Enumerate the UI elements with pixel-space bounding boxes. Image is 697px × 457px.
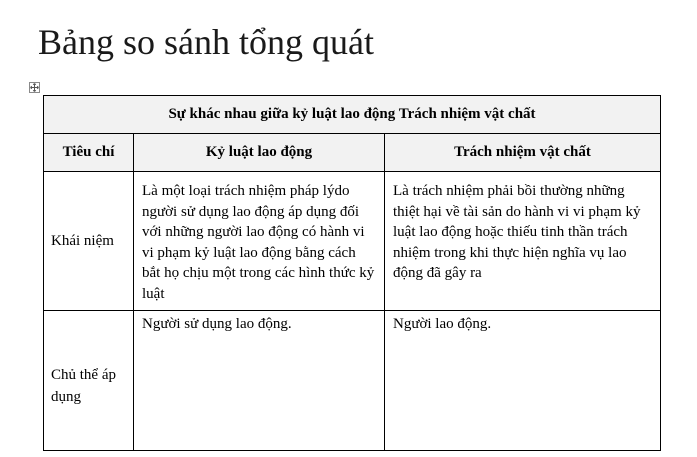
table-caption-row — [44, 96, 661, 134]
header-material-liability[interactable]: Trách nhiệm vật chất — [385, 134, 661, 172]
table-row — [44, 172, 661, 311]
table-row — [44, 311, 661, 451]
table-caption[interactable]: Sự khác nhau giữa kỷ luật lao động Trách nhiệm vật chất — [44, 96, 661, 134]
document-title: Bảng so sánh tổng quát — [38, 22, 374, 62]
cell-labor-discipline-concept[interactable]: Là một loại trách nhiệm pháp lýdo người sử dụng lao động áp dụng đối với những người lao động có hành vi vi phạm kỷ luật lao động bằng cách bắt họ chịu một trong các hình thức kỷ luật — [134, 172, 385, 311]
table-header-row — [44, 134, 661, 172]
cell-material-liability-concept[interactable]: Là trách nhiệm phải bồi thường những thiệt hại về tài sản do hành vi vi phạm kỷ luật lao động hoặc thiếu tinh thần trách nhiệm trong khi thực hiện nghĩa vụ lao động đã gây ra — [385, 172, 661, 311]
header-labor-discipline[interactable]: Kỷ luật lao động — [134, 134, 385, 172]
cell-material-liability-applier[interactable]: Người lao động. — [385, 311, 661, 451]
row-criterion-concept[interactable]: Khái niệm — [44, 172, 134, 311]
row-criterion-applier[interactable]: Chủ thể áp dụng — [44, 311, 134, 451]
header-criteria[interactable]: Tiêu chí — [44, 134, 134, 172]
table-move-handle-icon[interactable] — [29, 82, 40, 93]
cell-labor-discipline-applier[interactable]: Người sử dụng lao động. — [134, 311, 385, 451]
move-arrows-icon — [30, 83, 39, 92]
comparison-table[interactable] — [43, 95, 661, 451]
